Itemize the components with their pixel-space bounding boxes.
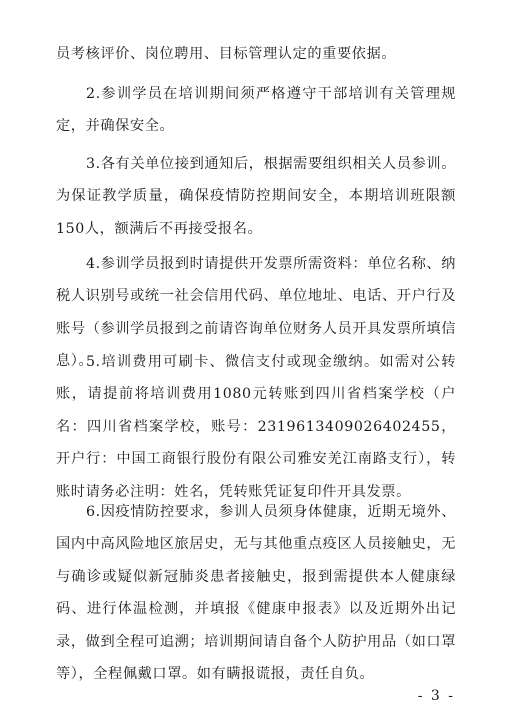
paragraph-item-2: 2.参训学员在培训期间须严格遵守干部培训有关管理规定，并确保安全。 [56, 86, 456, 135]
paragraph-item-5: 5.培训费用可刷卡、微信支付或现金缴纳。如需对公转账，请提前将培训费用1080元转账到四川省档案学校（户名：四川省档案学校，账号：2319613409026402455，开户行：中国工商银行股份有限公司雅安羌江南路支行），转账时请务必注明：姓名，凭转账凭证复印件开具发票。 [56, 354, 456, 500]
page-number: - 3 - [417, 688, 455, 704]
paragraph-item-4: 4.参训学员报到时请提供开发票所需资料：单位名称、纳税人识别号或统一社会信用代码、单位地址、电话、开户行及账号（参训学员报到之前请咨询单位财务人员开具发票所填信息）。 [56, 256, 456, 370]
paragraph-continuation: 员考核评价、岗位聘用、目标管理认定的重要依据。 [56, 46, 397, 62]
paragraph-item-6: 6.因疫情防控要求，参训人员须身体健康，近期无境外、国内中高风险地区旅居史，无与其他重点疫区人员接触史，无与确诊或疑似新冠肺炎患者接触史，报到需提供本人健康绿码、进行体温检测，并填报《健康申报表》以及近期外出记录，做到全程可追溯；培训期间请自备个人防护用品（如口罩等），全程佩戴口罩。如有瞒报谎报，责任自负。 [56, 504, 456, 683]
paragraph-item-3: 3.各有关单位接到通知后，根据需要组织相关人员参训。为保证教学质量，确保疫情防控期间安全，本期培训班限额150人，额满后不再接受报名。 [56, 156, 456, 237]
